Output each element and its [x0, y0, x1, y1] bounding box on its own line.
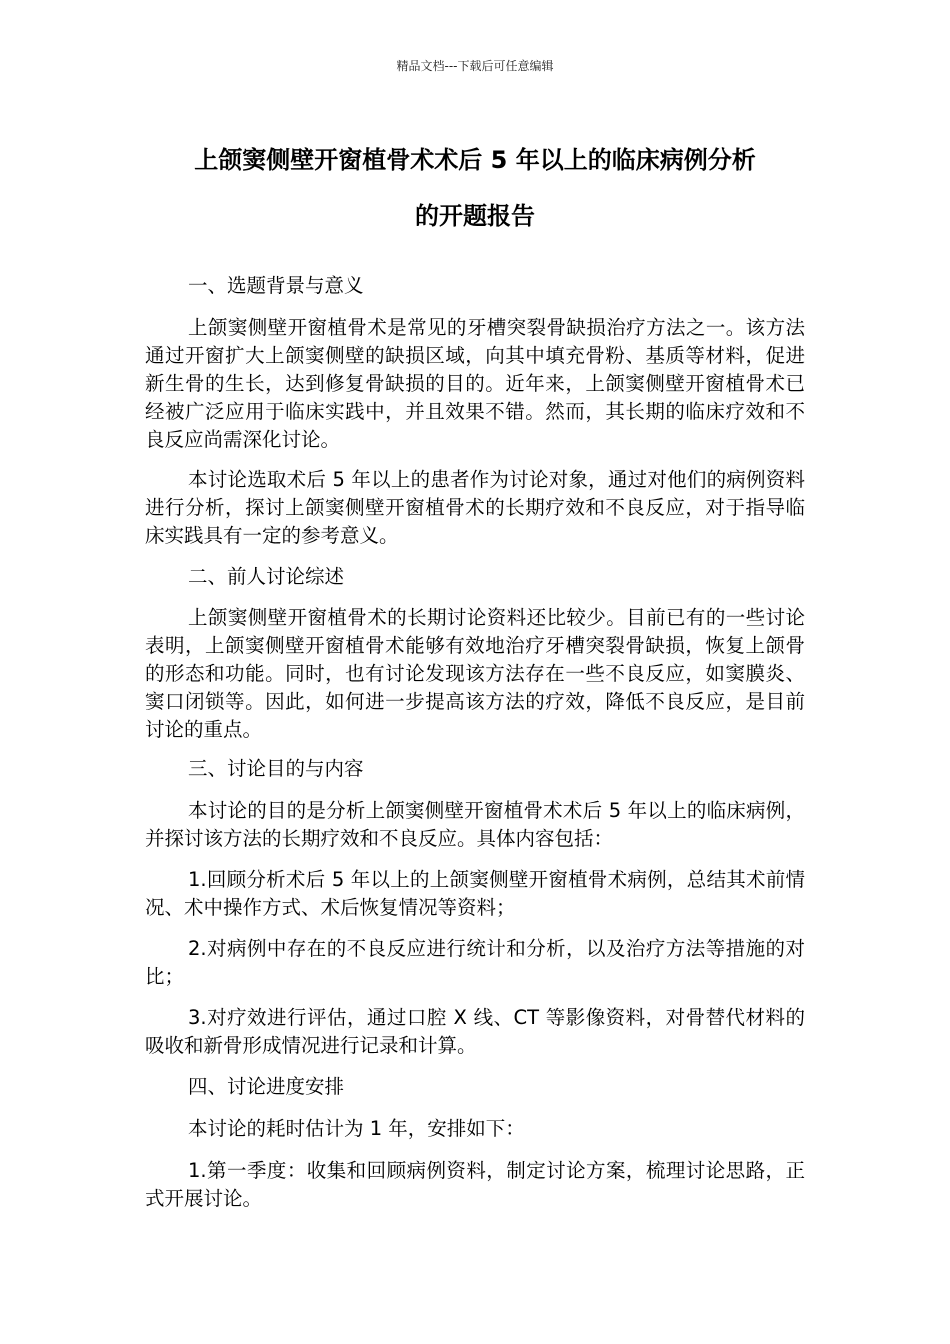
section-3-heading: 三、讨论目的与内容 — [188, 757, 364, 780]
section-1-paragraph-2: 本讨论选取术后 5 年以上的患者作为讨论对象，通过对他们的病例资料进行分析，探讨上颌窦侧壁开窗植骨术的长期疗效和不良反应，对于指导临床实践具有一定的参考意义。 — [145, 468, 805, 547]
section-3-list-item-3: 3.对疗效进行评估，通过口腔 X 线、CT 等影像资料，对骨替代材料的吸收和新骨形成情况进行记录和计算。 — [145, 1006, 805, 1057]
page-header: 精品文档---下载后可任意编辑 — [396, 59, 554, 73]
section-3-paragraph-1: 本讨论的目的是分析上颌窦侧壁开窗植骨术术后 5 年以上的临床病例，并探讨该方法的长期疗效和不良反应。具体内容包括： — [145, 799, 805, 850]
document-title — [140, 132, 810, 244]
section-3-list-item-1: 1.回顾分析术后 5 年以上的上颌窦侧壁开窗植骨术病例，总结其术前情况、术中操作方式、术后恢复情况等资料； — [145, 868, 805, 919]
title-line-1: 上颌窦侧壁开窗植骨术术后 5 年以上的临床病例分析 — [194, 146, 756, 174]
title-line-2: 的开题报告 — [415, 202, 535, 230]
section-4-paragraph-1: 本讨论的耗时估计为 1 年，安排如下： — [188, 1117, 525, 1140]
section-1-heading: 一、选题背景与意义 — [188, 274, 364, 297]
section-4-list-item-1: 1.第一季度：收集和回顾病例资料，制定讨论方案，梳理讨论思路，正式开展讨论。 — [145, 1159, 805, 1210]
section-2-heading: 二、前人讨论综述 — [188, 565, 345, 588]
section-2-paragraph-1: 上颌窦侧壁开窗植骨术的长期讨论资料还比较少。目前已有的一些讨论表明，上颌窦侧壁开窗植骨术能够有效地治疗牙槽突裂骨缺损，恢复上颌骨的形态和功能。同时，也有讨论发现该方法存在一些不良反应，如窦膜炎、窦口闭锁等。因此，如何进一步提高该方法的疗效，降低不良反应，是目前讨论的重点。 — [145, 606, 805, 741]
section-4-heading: 四、讨论进度安排 — [188, 1075, 345, 1098]
section-1-paragraph-1: 上颌窦侧壁开窗植骨术是常见的牙槽突裂骨缺损治疗方法之一。该方法通过开窗扩大上颌窦侧壁的缺损区域，向其中填充骨粉、基质等材料，促进新生骨的生长，达到修复骨缺损的目的。近年来，上颌窦侧壁开窗植骨术已经被广泛应用于临床实践中，并且效果不错。然而，其长期的临床疗效和不良反应尚需深化讨论。 — [145, 316, 805, 451]
section-3-list-item-2: 2.对病例中存在的不良反应进行统计和分析，以及治疗方法等措施的对比； — [145, 937, 805, 988]
